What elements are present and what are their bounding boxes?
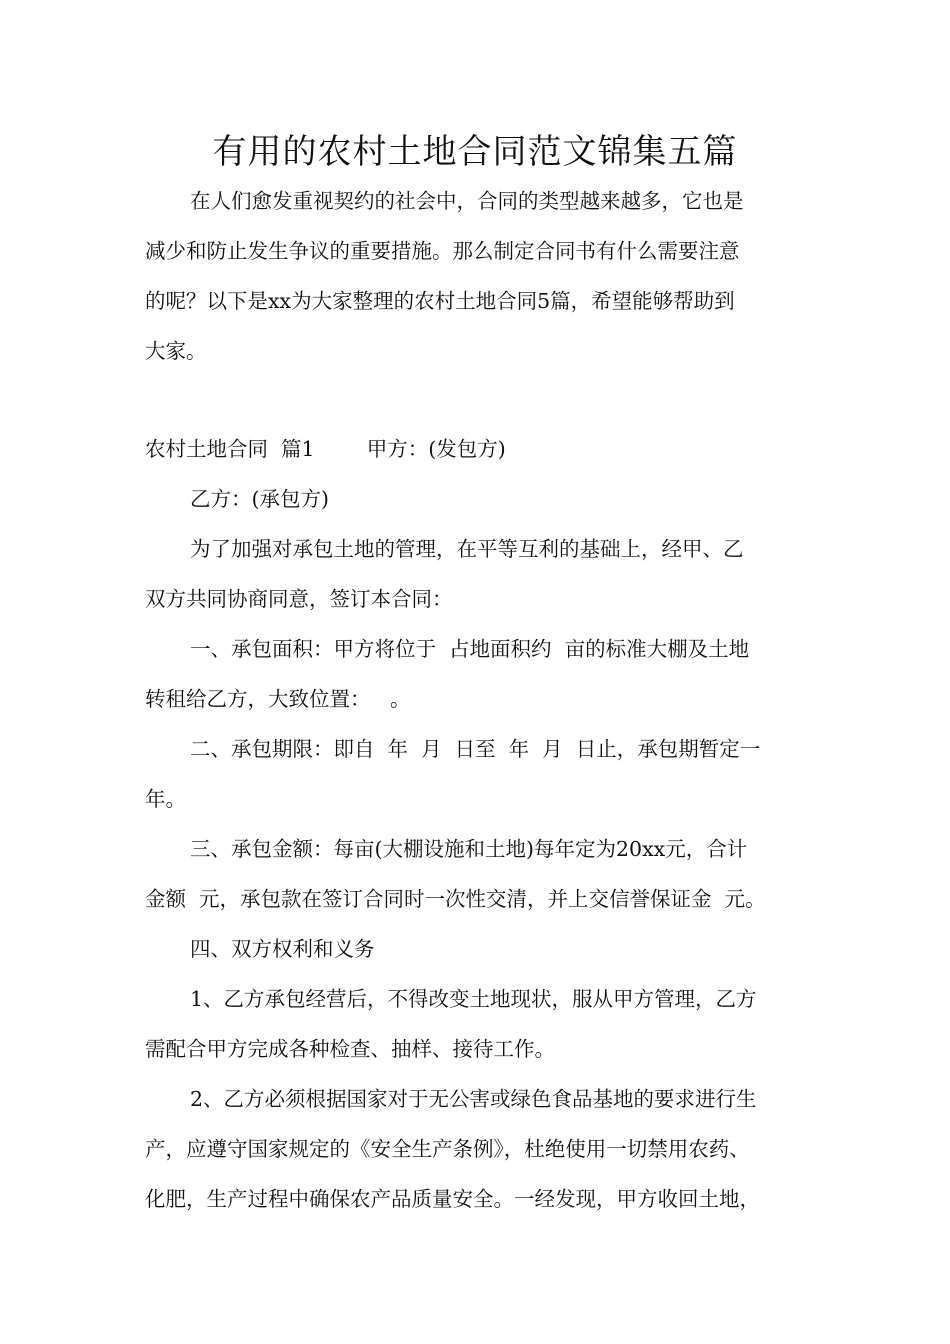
- item-1-line: 需配合甲方完成各种检查、抽样、接待工作。: [145, 1037, 555, 1061]
- clause-3-paragraph: [145, 824, 810, 924]
- item-2-paragraph: [145, 1074, 810, 1224]
- item-1-line: 1、乙方承包经营后，不得改变土地现状，服从甲方管理，乙方: [190, 987, 757, 1011]
- intro-line: 在人们愈发重视契约的社会中，合同的类型越来越多，它也是: [190, 189, 744, 213]
- intro-line: 的呢？以下是xx为大家整理的农村土地合同5篇，希望能够帮助到: [145, 289, 735, 313]
- item-2-line: 产，应遵守国家规定的《安全生产条例》，杜绝使用一切禁用农药、: [145, 1137, 750, 1161]
- purpose-line: 为了加强对承包土地的管理，在平等互利的基础上，经甲、乙: [190, 537, 744, 561]
- party-b-paragraph: [145, 474, 810, 524]
- purpose-line: 双方共同协商同意，签订本合同：: [145, 587, 453, 611]
- item-2-line: 化肥，生产过程中确保农产品质量安全。一经发现，甲方收回土地，: [145, 1187, 760, 1211]
- clause-1-line: 一、承包面积：甲方将位于 占地面积约 亩的标准大棚及土地: [190, 637, 750, 661]
- clause-4-heading-paragraph: [145, 924, 810, 974]
- section-heading: [145, 424, 810, 474]
- party-b-line: 乙方：(承包方): [190, 487, 329, 511]
- clause-3-line: 三、承包金额：每亩(大棚设施和土地)每年定为20xx元，合计: [190, 837, 748, 861]
- item-2-line: 2、乙方必须根据国家对于无公害或绿色食品基地的要求进行生: [190, 1087, 757, 1111]
- clause-2-line: 年。: [145, 787, 186, 811]
- clause-4-heading: 四、双方权利和义务: [190, 937, 375, 961]
- item-1-paragraph: [145, 974, 810, 1074]
- clause-1-paragraph: [145, 624, 810, 724]
- clause-1-line: 转租给乙方，大致位置： 。: [145, 687, 411, 711]
- intro-paragraph: [145, 176, 810, 376]
- section1-heading: 农村土地合同 篇1 甲方：(发包方): [145, 437, 506, 461]
- purpose-paragraph: [145, 524, 810, 624]
- intro-line: 减少和防止发生争议的重要措施。那么制定合同书有什么需要注意: [145, 239, 740, 263]
- clause-2-line: 二、承包期限：即自 年 月 日至 年 月 日止，承包期暂定一: [190, 737, 761, 761]
- clause-3-line: 金额 元，承包款在签订合同时一次性交清，并上交信誉保证金 元。: [145, 887, 766, 911]
- document-title: 有用的农村土地合同范文锦集五篇: [212, 132, 738, 172]
- clause-2-paragraph: [145, 724, 810, 824]
- intro-line: 大家。: [145, 339, 207, 363]
